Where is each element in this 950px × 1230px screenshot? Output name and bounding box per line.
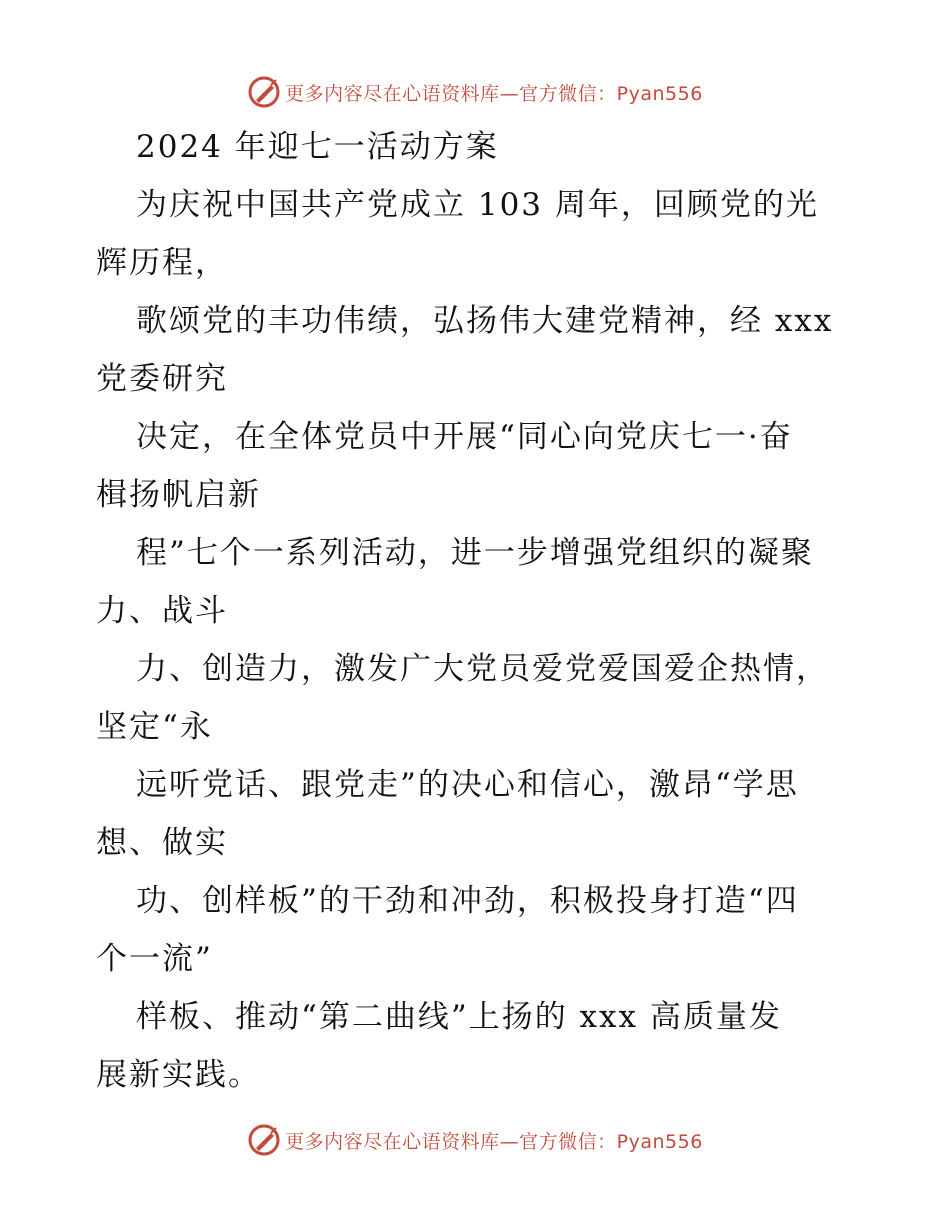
paragraph-line: 力、战斗: [96, 593, 228, 629]
paragraph-line: 辉历程，: [96, 245, 228, 281]
paragraph-line: 坚定“永: [96, 709, 213, 745]
paragraph-line: 远听党话、跟党走”的决心和信心，激昂“学思: [136, 767, 799, 803]
paragraph-line: 歌颂党的丰功伟绩，弘扬伟大建党精神，经 xxx: [136, 303, 834, 339]
watermark-text: 更多内容尽在心语资料库—官方微信：Pyan556: [285, 82, 703, 105]
paragraph-line: 为庆祝中国共产党成立 103 周年，回顾党的光: [136, 187, 819, 223]
document-body: [96, 118, 856, 1104]
quill-seal-icon: [247, 75, 281, 109]
paragraph-line: 决定，在全体党员中开展“同心向党庆七一·奋: [136, 419, 793, 455]
header-watermark: [0, 70, 950, 114]
watermark-text: 更多内容尽在心语资料库—官方微信：Pyan556: [285, 1130, 703, 1153]
quill-seal-icon: [247, 1123, 281, 1157]
paragraph-line: 个一流”: [96, 941, 213, 977]
paragraph-line: 力、创造力，激发广大党员爱党爱国爱企热情，: [136, 651, 829, 687]
paragraph-line: 想、做实: [96, 825, 228, 861]
paragraph-line: 党委研究: [96, 361, 228, 397]
paragraph-line: 程”七个一系列活动，进一步增强党组织的凝聚: [136, 535, 814, 571]
document-title: 2024 年迎七一活动方案: [136, 129, 499, 165]
paragraph-line: 楫扬帆启新: [96, 477, 261, 513]
paragraph-line: 功、创样板”的干劲和冲劲，积极投身打造“四: [136, 883, 799, 919]
paragraph-line: 样板、推动“第二曲线”上扬的 xxx 高质量发: [136, 999, 782, 1035]
footer-watermark: [0, 1118, 950, 1162]
paragraph-line: 展新实践。: [96, 1057, 261, 1093]
